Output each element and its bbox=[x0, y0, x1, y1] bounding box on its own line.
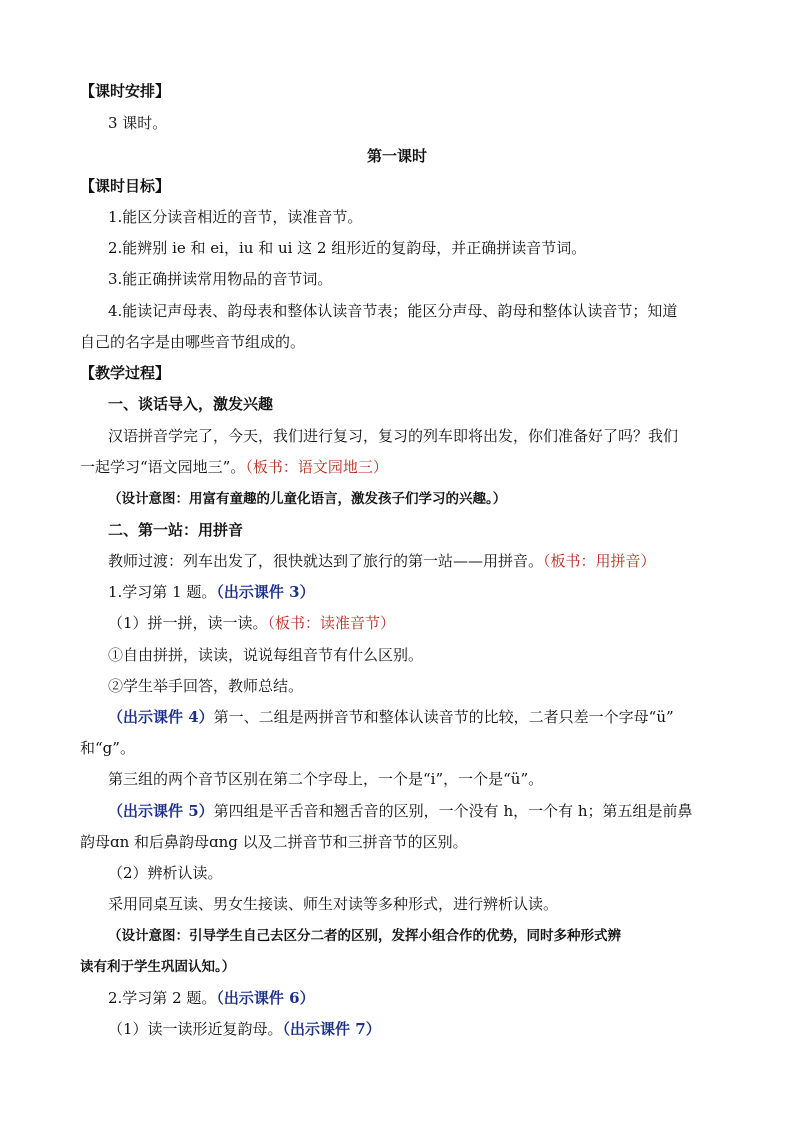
heading-process: 【教学过程】 bbox=[80, 364, 171, 382]
courseware-cue: （出示课件 7） bbox=[282, 1020, 381, 1038]
design-note-1: （设计意图：用富有童趣的儿童化语言，激发孩子们学习的兴趣。） bbox=[108, 491, 507, 507]
paragraph-1-line-2: 一起学习“语文园地三”。（板书：语文园地三） bbox=[80, 458, 388, 476]
board-note: （板书：用拼音） bbox=[543, 552, 656, 570]
step-2-1: （1）读一读形近复韵母。（出示课件 7） bbox=[108, 1020, 381, 1038]
heading-goals: 【课时目标】 bbox=[80, 177, 171, 195]
paragraph-3-line-2: 和“g”。 bbox=[80, 739, 135, 757]
courseware-cue: （出示课件 3） bbox=[216, 583, 315, 601]
paragraph-5-line-2: 韵母ɑn 和后鼻韵母ɑng 以及二拼音节和三拼音节的区别。 bbox=[80, 833, 468, 851]
goal-4-line-1: 4.能读记声母表、韵母表和整体认读音节表；能区分声母、韵母和整体认读音节；知道 bbox=[108, 302, 678, 320]
paragraph-6: 采用同桌互读、男女生接读、师生对读等多种形式，进行辨析认读。 bbox=[108, 895, 559, 913]
circled-item-1: ①自由拼拼，读读，说说每组音节有什么区别。 bbox=[108, 646, 424, 664]
goal-2: 2.能辨别 ie 和 ei，iu 和 ui 这 2 组形近的复韵母，并正确拼读音节词。 bbox=[108, 239, 587, 257]
board-note: （板书：读准音节） bbox=[267, 614, 396, 632]
paragraph-3-line-1: （出示课件 4）第一、二组是两拼音节和整体认读音节的比较，二者只差一个字母“ü” bbox=[108, 708, 674, 726]
courseware-cue: （出示课件 5） bbox=[108, 802, 214, 820]
step-1-2: （2）辨析认读。 bbox=[108, 864, 223, 882]
schedule-text: 3 课时。 bbox=[108, 114, 168, 132]
goal-3: 3.能正确拼读常用物品的音节词。 bbox=[108, 270, 333, 288]
paragraph-5-line-1: （出示课件 5）第四组是平舌音和翘舌音的区别，一个没有 h，一个有 h；第五组是前鼻 bbox=[108, 802, 693, 820]
goal-4-line-2: 自己的名字是由哪些音节组成的。 bbox=[80, 333, 306, 351]
paragraph-4: 第三组的两个音节区别在第二个字母上，一个是“i”，一个是“ü”。 bbox=[108, 770, 544, 788]
section-1-title: 一、谈话导入，激发兴趣 bbox=[108, 395, 274, 413]
paragraph-1-line-1: 汉语拼音学完了，今天，我们进行复习，复习的列车即将出发，你们准备好了吗？我们 bbox=[108, 427, 679, 445]
step-2: 2.学习第 2 题。（出示课件 6） bbox=[108, 989, 315, 1007]
heading-schedule: 【课时安排】 bbox=[80, 82, 171, 100]
paragraph-2: 教师过渡：列车出发了，很快就达到了旅行的第一站——用拼音。（板书：用拼音） bbox=[108, 552, 656, 570]
circled-item-2: ②学生举手回答，教师总结。 bbox=[108, 677, 304, 695]
goal-1: 1.能区分读音相近的音节，读准音节。 bbox=[108, 208, 363, 226]
courseware-cue: （出示课件 6） bbox=[216, 989, 315, 1007]
step-1-1: （1）拼一拼，读一读。（板书：读准音节） bbox=[108, 614, 396, 632]
board-note: （板书：语文园地三） bbox=[245, 458, 388, 476]
design-note-2-line-2: 读有利于学生巩固认知。） bbox=[80, 959, 236, 975]
step-1: 1.学习第 1 题。（出示课件 3） bbox=[108, 583, 315, 601]
courseware-cue: （出示课件 4） bbox=[108, 708, 214, 726]
design-note-2-line-1: （设计意图：引导学生自己去区分二者的区别，发挥小组合作的优势，同时多种形式辨 bbox=[108, 928, 621, 944]
lesson-title: 第一课时 bbox=[366, 147, 427, 165]
section-2-title: 二、第一站：用拼音 bbox=[108, 521, 244, 539]
